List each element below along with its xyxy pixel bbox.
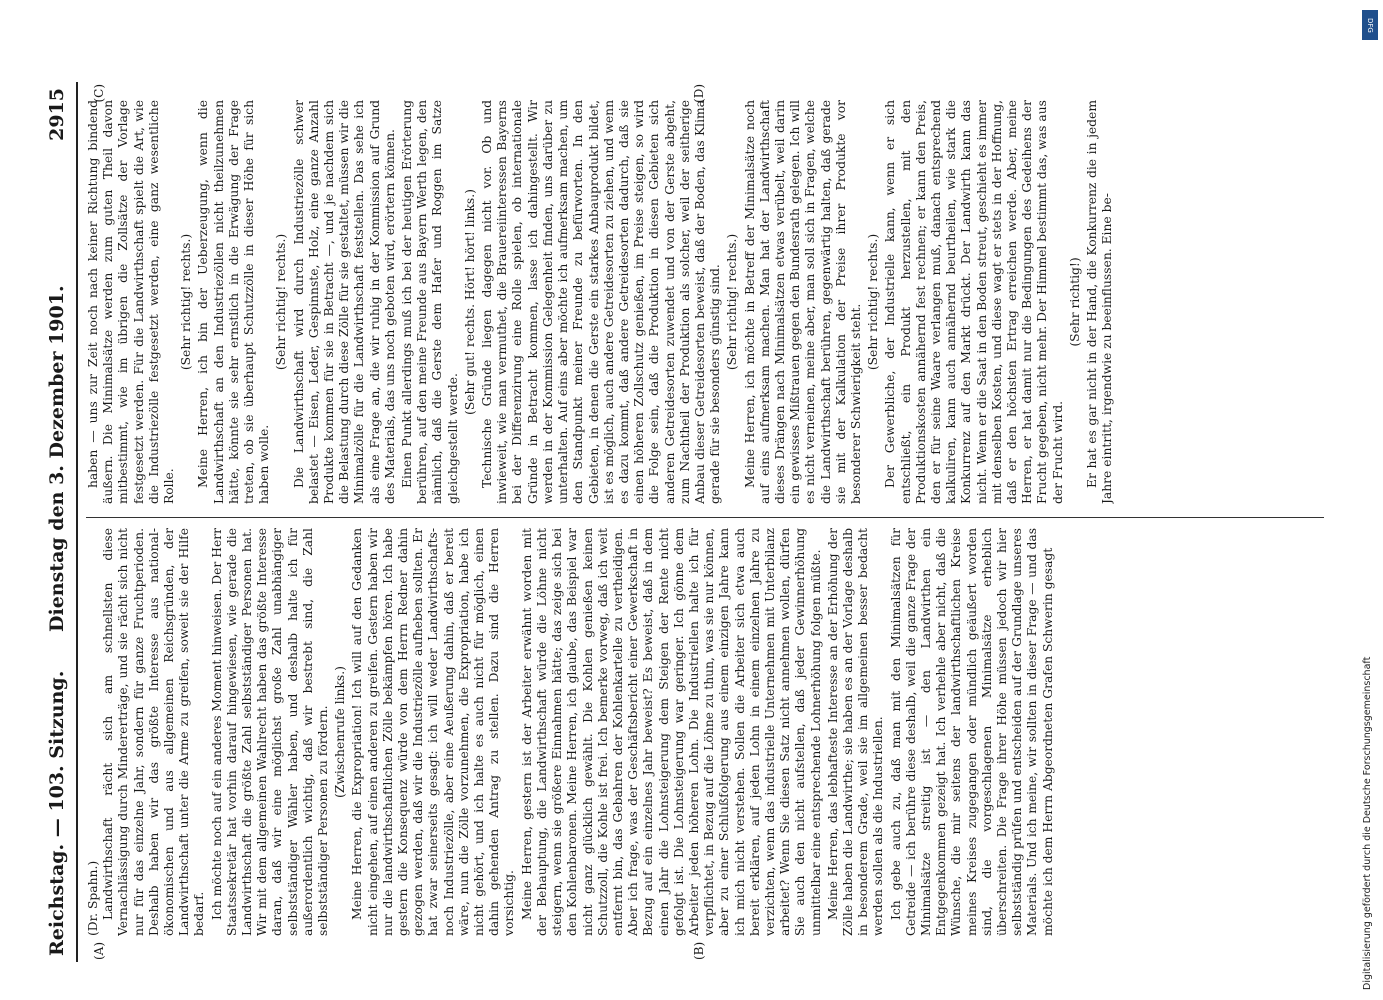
interjection: (Sehr richtig! rechts.): [725, 233, 740, 371]
paragraph: Ich gebe auch zu, daß man mit den Minimalsätzen für Getreide — ich berühre diese deshalb, weil die ganze Frage der Minimalsätze streitig ist — den Landwirthen ein Entgegenkommen gezeigt hat. Ich verhehle aber nicht, daß die Wünsche, die mir seitens der landwirthschaftlichen Kreise meines Kreises zugegangen oder mündlich geäußert worden sind, die vorgeschlagenen Minimalsätze erheblich überschreiten. Die Frage ihrer Höhe müssen jedoch wir hier selbstständig prüfen und entscheiden auf der Grundlage unseres Materials. Und ich meine, wir sollten in dieser Frage — und das möchte ich dem Herrn Abgeordneten Grafen Schwerin gesagt: [888, 528, 1055, 936]
paragraph: haben — uns zur Zeit noch nach keiner Richtung bindend äußern. Die Minimalsätze werden zum guten Theil davon mitbestimmt, wie im übrigen die Zollsätze der Vorlage festgesetzt werden. Für die Landwirthschaft spielt die Art, wie die Industriezölle festgesetzt werden, eine ganz wesentliche Rolle.: [86, 100, 177, 504]
paragraph: Meine Herren, ich möchte in Betreff der Minimalsätze noch auf eins aufmerksam machen. Man hat der Landwirthschaft dieses Drängen nach Minimalsätzen etwas verübelt, weil darin ein gewisses Mißtrauen gegen den Bundesrath gelegen. Ich will es nicht verneinen, meine aber, man soll sich in Fragen, welche die Landwirthschaft berühren, gegenwärtig halten, daß gerade sie mit der Kalkulation der Preise ihrer Produkte vor besonderer Schwierigkeit steht.: [742, 100, 863, 504]
paragraph: Der Gewerbliche, der Industrielle kann, wenn er sich entschließt, ein Produkt herzustellen, mit den Produktionskosten annähernd fest rechnen; er kann den Preis, den er für seine Waare verlangen muß, danach entsprechend kalkuliren, kann auch annähernd beurtheilen, wie stark die Konkurrenz auf den Markt drückt. Der Landwirth kann das nicht. Wenn er die Saat in den Boden streut, geschieht es immer mit denselben Kosten, und diese wagt er stets in der Hoffnung, daß er den höchsten Ertrag erreichen werde. Aber, meine Herren, er hat damit nur die Bedingungen des Gedeihens der Frucht gegeben, nicht mehr. Der Himmel bestimmt das, was aus der Frucht wird.: [883, 100, 1065, 504]
rotated-page: [42, 82, 1332, 962]
paragraph: Er hat es gar nicht in der Hand, die Konkurrenz die in jedem Jahre eintritt, irgendwie zu beeinflussen. Eine be-: [1085, 100, 1115, 504]
interjection: (Sehr richtig!): [1067, 257, 1082, 347]
header-left: Reichstag. — 103. Sitzung.: [46, 670, 68, 956]
page-header: [42, 82, 78, 962]
margin-mark-c: (C): [92, 84, 106, 103]
interjection: (Sehr richtig! rechts.): [179, 233, 194, 371]
paragraph: Die Landwirthschaft wird durch Industriezölle schwer belastet — Eisen, Leder, Gespinnste, Holz, eine ganze Anzahl Produkte kommen für sie in Betracht —, und je nachdem sich die Belastung durch diese Zölle für sie gestaltet, müssen wir die Minimalzölle für die Landwirthschaft feststellen. Das sehe ich als eine Frage an, die wir ruhig in der Kommission auf Grund des Materials, das uns noch geboten wird, erörtern können.: [291, 100, 397, 504]
credit-text: Digitalisierung gefördert durch die Deutsche Forschungsgemeinschaft: [1362, 656, 1373, 990]
margin-mark-b: (B): [692, 941, 706, 960]
margin-mark-d: (D): [692, 84, 706, 103]
speaker-label: (Dr. Spahn.): [86, 860, 100, 936]
paragraph: Meine Herren, gestern ist der Arbeiter erwähnt worden mit der Behauptung, die Landwirthschaft würde die Löhne nicht steigern, wenn sie größere Einnahmen hätte; das zeige sich bei den Kohlenbaronen. Meine Herren, ich glaube, das Beispiel war nicht ganz glücklich gewählt. Die Kohlen genießen keinen Schutzzoll, die Kohle ist frei. Ich bemerke vorweg, daß ich weit entfernt bin, das Gebahren der Kohlenkartelle zu vertheidigen. Aber ich frage, was der Geschäftsbericht einer Gewerkschaft in Bezug auf ein einzelnes Jahr beweist? Es beweist, daß in dem einen Jahr die Lohnsteigerung dem Steigen der Rente nicht gefolgt ist. Die Lohnsteigerung war geringer. Ich gönne dem Arbeiter jeden höheren Lohn. Die Industriellen halte ich für verpflichtet, in Bezug auf die Löhne zu thun, was sie nur können, aber zu einer Schlußfolgerung aus einem einzigen Jahre kann ich mich nicht verstehen. Sollen die Arbeiter sich etwa auch bereit erklären, auf jeden Lohn in einem einzelnen Jahre zu verzichten, wenn das industrielle Unternehmen mit Unterbilanz arbeitet? Wenn Sie diesen Satz nicht annehmen wollen, dürfen Sie auch den nicht aufstellen, daß jeder Gewinnerhöhung unmittelbar eine entsprechende Lohnerhöhung folgen müßte.: [519, 528, 823, 936]
interjection: (Sehr richtig! rechts.): [866, 233, 881, 371]
paragraph: Meine Herren, das lebhafteste Interesse an der Erhöhung der Zölle haben die Landwirthe; sie haben es an der Vorlage deshalb in besonderem Grade, weil sie im allgemeinen besser bedacht werden sollen als die Industriellen.: [825, 528, 886, 936]
paragraph: Landwirthschaft rächt sich am schnellsten diese Vernachlässigung durch Mindererträge, und sie rächt sich nicht nur für das einzelne Jahr, sondern für ganze Fruchtperioden. Deshalb haben wir das größte Interesse aus national-ökonomischen und aus allgemeinen Reichsgründen, der Landwirthschaft unter die Arme zu greifen, soweit sie der Hilfe bedarf.: [101, 528, 207, 936]
left-column: [86, 528, 1324, 936]
paragraph: Meine Herren, die Expropriation! Ich will auf den Gedanken nicht eingehen, auf einen anderen zu greifen. Gestern haben wir nur die landwirthschaftlichen Zölle bekämpfen hören. Ich habe gestern die Konsequenz würde von dem Herrn Redner dahin gezogen werden, daß wir die Industriezölle aufheben sollten. Er hat zwar seinerseits gesagt: ich will weder Landwirthschafts- noch Industriezölle, aber eine Aeußerung dahin, daß er bereit wäre, nun die Zölle vorzunehmen, die Expropriation, habe ich nicht gehört, und ich halte es auch nicht für möglich, einen dahin gehenden Antrag zu stellen. Dazu sind die Herren vorsichtig.: [350, 528, 517, 936]
interjection: (Sehr gut! rechts. Hört! hört! links.): [462, 189, 477, 415]
column-rule: [86, 517, 1324, 518]
interjection: (Zwischenrufe links.): [333, 666, 348, 798]
paragraph: Meine Herren, ich bin der Ueberzeugung, wenn die Landwirthschaft an den Industriezöllen nicht theilzunehmen hätte, könnte sie sehr ernstlich in die Erwägung der Frage treten, ob sie überhaupt Schutzzölle in dieser Höhe für sich haben wolle.: [196, 100, 272, 504]
digitization-credit: [1362, 10, 1378, 990]
dfg-logo: DFG: [1362, 10, 1378, 40]
page-number: 2915: [46, 88, 68, 141]
paragraph: Einen Punkt allerdings muß ich bei der heutigen Erörterung berühren, auf den meine Freunde aus Bayern Werth legen, den nämlich, daß die Gerste dem Hafer und Roggen im Satze gleichgestellt werde.: [400, 100, 460, 504]
right-column: [86, 100, 1324, 504]
header-date: Dienstag den 3. Dezember 1901.: [46, 285, 68, 632]
interjection: (Sehr richtig! rechts.): [274, 233, 289, 371]
paragraph: Technische Gründe liegen dagegen nicht vor. Ob und inwieweit, wie man vermuthet, die Brauereiinteressen Bayerns bei der Differenzirung eine Rolle spielen, ob internationale Gründe in Betracht kommen, lasse ich dahingestellt. Wir werden in der Kommission Gelegenheit finden, uns darüber zu unterhalten. Auf eins aber möchte ich aufmerksam machen, um den Standpunkt meiner Freunde zu befürworten. In den Gebieten, in denen die Gerste ein starkes Anbauprodukt bildet, ist es möglich, auch andere Getreidesorten zu ziehen, und wenn es dazu kommt, daß andere Getreidesorten dadurch, daß sie einen höheren Zollschutz genießen, im Preise steigen, so wird die Folge sein, daß die Produktion in diesen Gebieten sich anderen Getreidesorten zuwendet und von der Gerste abgeht, zum Nachtheil der Produktion als solcher, weil der seitherige Anbau dieser Getreidesorten beweist, daß der Boden, das Klima gerade für sie besonders günstig sind.: [480, 100, 723, 504]
paragraph: Ich möchte noch auf ein anderes Moment hinweisen. Der Herr Staatssekretär hat vorhin darauf hingewiesen, wie gerade die Landwirthschaft die größte Zahl selbstständiger Personen hat. Wir mit dem allgemeinen Wahlrecht haben das größte Interesse daran, daß wir eine möglichst große Zahl unabhängiger selbstständiger Wähler haben, und deshalb halte ich für außerordentlich wichtig, daß wir bestrebt sind, die Zahl selbstständiger Personen zu fördern.: [209, 528, 331, 936]
margin-mark-a: (A): [92, 941, 106, 960]
